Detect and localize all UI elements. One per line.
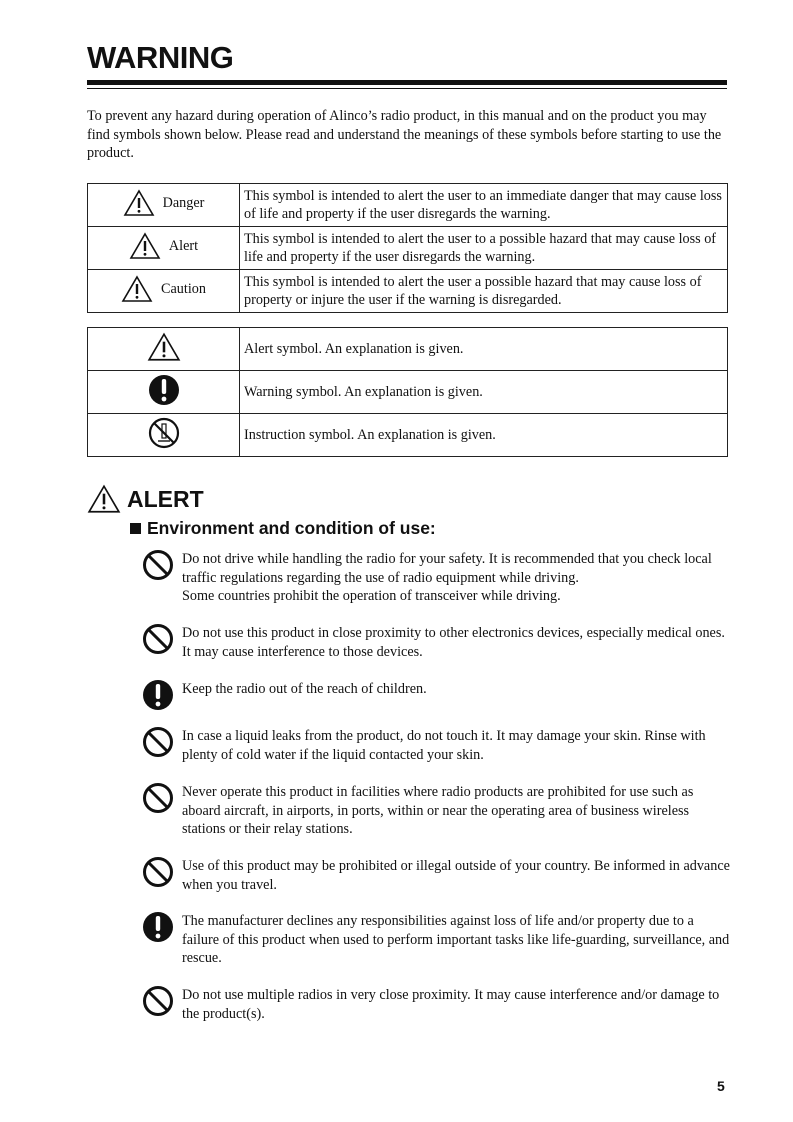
prohibited-icon — [142, 549, 174, 586]
table-row — [88, 184, 728, 227]
list-item — [142, 912, 732, 968]
list-item-text: Do not use multiple radios in very close proximity. It may cause interference and/or damage to the product(s). — [182, 987, 720, 1022]
level-label: Danger — [162, 194, 205, 211]
intro-paragraph: To prevent any hazard during operation of Alinco’s radio product, in this manual and on the product you may find symbols shown below. Please read and understand the meanings of these symbols before starting to use the product. — [87, 108, 722, 161]
exclamation-circle-icon — [142, 911, 174, 948]
title-rule-thin — [87, 88, 727, 89]
prohibited-icon — [142, 856, 174, 893]
level-description: This symbol is intended to alert the user to a possible hazard that may cause loss of life and property if the user disregards the warning. — [240, 227, 728, 270]
symbol-description: Warning symbol. An explanation is given. — [240, 371, 728, 414]
table-row — [88, 270, 728, 313]
level-description: This symbol is intended to alert the user a possible hazard that may cause loss of property or injure the user if the warning is disregarded. — [240, 270, 728, 313]
page-number: 5 — [717, 1078, 725, 1094]
list-item-text: Keep the radio out of the reach of children. — [182, 681, 427, 697]
alert-triangle-icon — [123, 189, 155, 217]
table-row — [88, 227, 728, 270]
list-item — [142, 783, 732, 839]
level-label: Caution — [161, 280, 206, 297]
alert-heading-text: ALERT — [127, 485, 204, 512]
section-heading-text: Environment and condition of use: — [147, 518, 436, 538]
list-item — [142, 550, 732, 606]
page-title: WARNING — [87, 40, 234, 75]
list-item — [142, 986, 732, 1023]
no-disassembly-icon — [148, 417, 180, 449]
table-row — [88, 414, 728, 457]
alert-triangle-icon — [147, 332, 181, 362]
list-item — [142, 727, 732, 764]
list-item — [142, 680, 732, 699]
prohibited-icon — [142, 623, 174, 660]
prohibited-icon — [142, 985, 174, 1022]
list-item-text: In case a liquid leaks from the product, do not touch it. It may damage your skin. Rinse with plenty of cold water if the liquid contacted your skin. — [182, 728, 706, 763]
hazard-level-table — [87, 183, 728, 313]
exclamation-circle-icon — [142, 679, 174, 716]
square-bullet-icon — [130, 523, 141, 534]
title-rule-thick — [87, 80, 727, 85]
table-row — [88, 328, 728, 371]
alert-heading — [87, 484, 204, 514]
alert-triangle-icon — [129, 232, 161, 260]
symbol-description: Alert symbol. An explanation is given. — [240, 328, 728, 371]
alert-triangle-icon — [121, 275, 153, 303]
symbol-description: Instruction symbol. An explanation is given. — [240, 414, 728, 457]
list-item — [142, 857, 732, 894]
level-description: This symbol is intended to alert the user to an immediate danger that may cause loss of life and property if the user disregards the warning. — [240, 184, 728, 227]
alert-triangle-icon — [87, 484, 121, 514]
list-item-text: Use of this product may be prohibited or illegal outside of your country. Be informed in advance when you travel. — [182, 858, 730, 893]
list-item-text: Do not drive while handling the radio for your safety. It is recommended that you check local traffic regulations regarding the use of radio equipment while driving. Some countries prohibit the operation of transceiver while driving. — [182, 551, 712, 604]
symbol-table — [87, 327, 728, 457]
list-item-text: Do not use this product in close proximity to other electronics devices, especially medical ones. It may cause interference to those devices. — [182, 625, 725, 660]
exclamation-circle-icon — [148, 374, 180, 406]
level-label: Alert — [168, 237, 199, 254]
section-heading — [130, 518, 436, 539]
list-item-text: The manufacturer declines any responsibilities against loss of life and/or property due to a failure of this product when used to perform important tasks like life-guarding, surveillance, and rescue. — [182, 913, 730, 966]
table-row — [88, 371, 728, 414]
list-item-text: Never operate this product in facilities where radio products are prohibited for use such as aboard aircraft, in airports, in ports, within or near the operating area of business wireless stations or their relay stations. — [182, 784, 694, 837]
list-item — [142, 624, 732, 661]
prohibited-icon — [142, 782, 174, 819]
prohibited-icon — [142, 726, 174, 763]
